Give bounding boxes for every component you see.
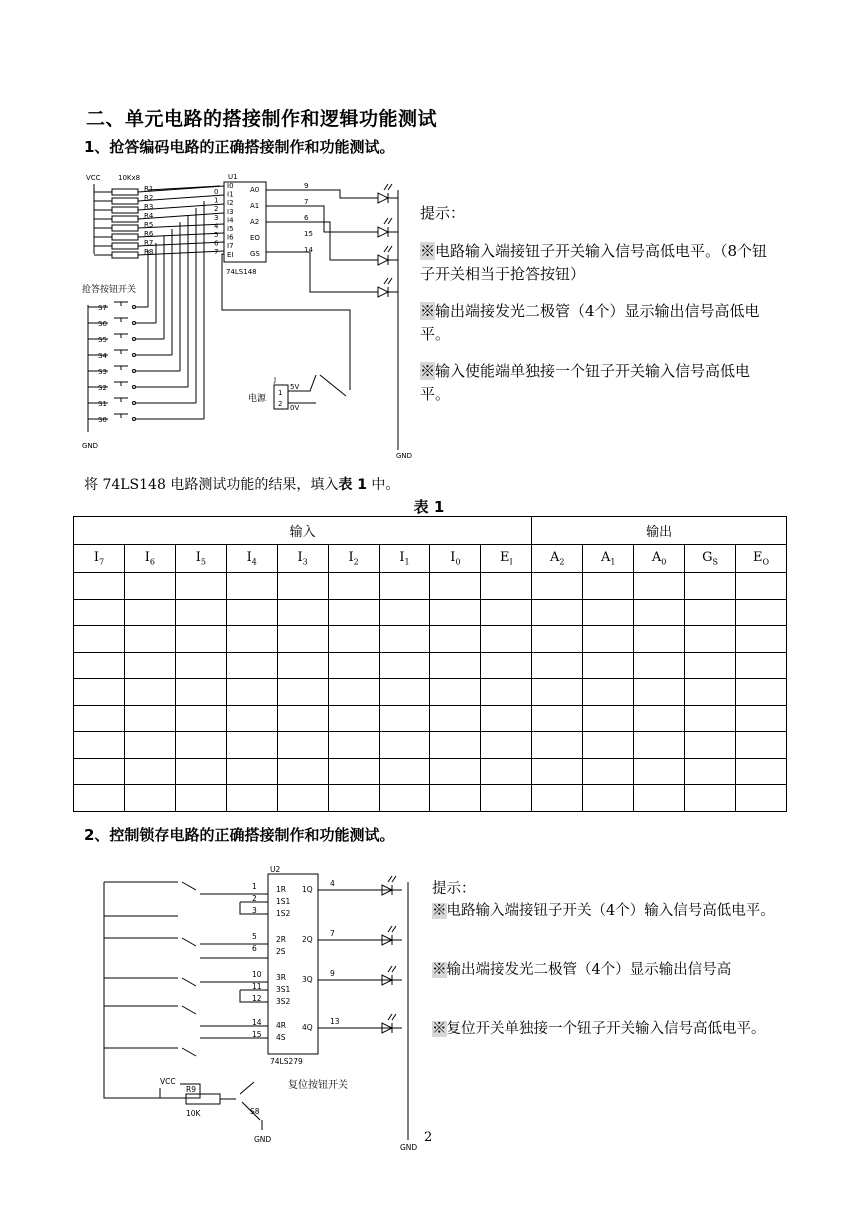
table-cell[interactable] [226,785,277,812]
table-cell[interactable] [735,679,786,706]
switch-contact [133,306,136,309]
table-cell[interactable] [532,573,583,600]
table-cell[interactable] [735,705,786,732]
table-instruction [84,474,399,494]
power-pin: 2 [278,400,283,408]
led-icon [378,227,388,237]
power-voltage: 0V [290,404,300,412]
power-label: 电源 [248,394,267,404]
chip-pin-number: 6 [214,239,219,248]
table-cell[interactable] [277,785,328,812]
chip-input-pin: I7 [227,242,234,251]
table-cell[interactable] [481,679,532,706]
table-cell[interactable] [379,785,430,812]
table-cell[interactable] [583,785,634,812]
switch-contact [133,338,136,341]
resistor-value: 10K [186,1109,201,1118]
table-cell[interactable] [74,732,125,759]
column-header-i3: $I_3$ [277,545,328,573]
resistor [112,252,138,258]
switch-label: S5 [98,336,107,344]
table-cell[interactable] [328,785,379,812]
switch-label: S3 [98,368,107,376]
chip-output-pin: A1 [250,202,260,210]
chip-output-pin: A2 [250,218,260,226]
hint-2-item-1: ※电路输入端接钮子开关（4个）输入信号高低电平。 [432,903,775,919]
input-pin-number: 1 [252,882,257,891]
chip-output-pin: A0 [250,186,260,194]
table-cell[interactable] [634,573,685,600]
gnd-label: GND [254,1135,272,1144]
table-cell[interactable] [226,758,277,785]
table-cell[interactable] [74,652,125,679]
table-cell[interactable] [379,573,430,600]
circuit-1-schematic [78,170,423,460]
column-header-i5: $I_5$ [175,545,226,573]
hint-1-item-3-text: 输入使能端单独接一个钮子开关输入信号高低电平。 [420,362,751,403]
output-pin-number: 4 [330,879,335,888]
chip-input-pin: 4S [276,1033,286,1042]
table-instruction-tail: 中。 [366,477,400,493]
hint-2-item-1-text: 电路输入端接钮子开关（4个）输入信号高低电平。 [446,903,775,919]
table-cell[interactable] [634,785,685,812]
chip-input-pin: EI [227,250,234,259]
resistor [112,207,138,213]
hint-2-title: 提示： [432,881,476,897]
table-cell[interactable] [685,626,736,653]
output-pin-number: 9 [304,182,309,190]
table-cell[interactable] [124,573,175,600]
table-cell[interactable] [74,705,125,732]
table-cell[interactable] [735,732,786,759]
table-cell[interactable] [583,758,634,785]
chip-pin-number: 4 [214,222,219,231]
switch-label: S0 [98,416,107,424]
table-cell[interactable] [379,626,430,653]
input-pin-number: 15 [252,1030,262,1039]
column-header-i0: $I_0$ [430,545,481,573]
table-cell[interactable] [430,785,481,812]
chip-input-pin: I6 [227,233,234,242]
hint-1-item-2: ※输出端接发光二极管（4个）显示输出信号高低电平。 [420,302,760,343]
table-cell[interactable] [481,652,532,679]
resistor-label: R1 [144,185,154,193]
chip-pin-number: 2 [214,205,219,214]
chip-output-pin: EO [250,234,260,242]
table-cell[interactable] [328,599,379,626]
table-cell[interactable] [124,758,175,785]
table-cell[interactable] [328,652,379,679]
table-cell[interactable] [277,626,328,653]
table-cell[interactable] [634,626,685,653]
chip-pin-number: 5 [214,231,219,239]
chip-ref-label: U2 [270,865,281,874]
table-cell[interactable] [226,573,277,600]
switch-label: S4 [98,352,107,360]
chip-output-pin: GS [250,250,260,258]
table-cell[interactable] [124,652,175,679]
table-cell[interactable] [735,785,786,812]
switch-group-label: 抢答按钮开关 [82,285,137,295]
resistor-label: R3 [144,203,154,211]
switch-contact [133,402,136,405]
table-cell[interactable] [175,573,226,600]
switch-label: S7 [98,304,107,312]
switch-label: S8 [250,1107,260,1116]
vcc-label: VCC [160,1077,176,1086]
table-cell[interactable] [277,679,328,706]
switch-contact [133,386,136,389]
table-cell[interactable] [277,652,328,679]
table-instruction-ref: 表 1 [338,477,367,493]
chip-input-pin: I0 [227,182,234,190]
power-connector-label: J [274,376,277,384]
table-cell[interactable] [379,599,430,626]
input-pin-number: 3 [252,906,257,915]
column-header-eo: $E_O$ [735,545,786,573]
chip-input-pin: 3S2 [276,997,291,1006]
table-cell[interactable] [226,626,277,653]
table-row [74,732,787,759]
chip-input-pin: I4 [227,216,234,225]
table-cell[interactable] [175,652,226,679]
column-header-i2: $I_2$ [328,545,379,573]
table-cell[interactable] [583,732,634,759]
table-cell[interactable] [634,705,685,732]
chip-output-pin: 2Q [302,935,313,944]
table-instruction-text: 将 74LS148 电路测试功能的结果，填入 [84,477,339,493]
table-cell[interactable] [685,679,736,706]
resistor-label: R9 [186,1085,196,1094]
gnd-label: GND [82,442,99,450]
table-cell[interactable] [430,732,481,759]
resistor-label: R7 [144,239,154,247]
hint-1 [420,202,770,406]
output-pin-number: 9 [330,969,335,978]
table-cell[interactable] [379,679,430,706]
table-cell[interactable] [481,705,532,732]
hint-1-item-1: ※电路输入端接钮子开关输入信号高低电平。（8个钮子开关相当于抢答按钮） [420,242,768,283]
table-cell[interactable] [481,573,532,600]
table-cell[interactable] [430,626,481,653]
chip-ref-label: U1 [228,173,238,181]
input-pin-number: 6 [252,944,257,953]
reset-switch-label: 复位按钮开关 [288,1080,348,1091]
column-header-a2: $A_2$ [532,545,583,573]
table-cell[interactable] [583,652,634,679]
resistor-label: R5 [144,221,154,229]
table-cell[interactable] [583,573,634,600]
table-cell[interactable] [481,758,532,785]
column-header-i4: $I_4$ [226,545,277,573]
input-pin-number: 14 [252,1018,262,1027]
input-pin-number: 12 [252,994,262,1003]
table-cell[interactable] [74,573,125,600]
led-icon [378,287,388,297]
table-row [74,705,787,732]
table-cell[interactable] [430,679,481,706]
table-cell[interactable] [277,758,328,785]
hint-1-item-2-text: 输出端接发光二极管（4个）显示输出信号高低电平。 [420,302,760,343]
switch-label: S6 [98,320,107,328]
hint-2 [432,878,782,1040]
chip-output-pin: 1Q [302,885,313,894]
chip-input-pin: 1R [276,885,286,894]
table-cell[interactable] [634,758,685,785]
table-cell[interactable] [532,732,583,759]
table-cell[interactable] [74,599,125,626]
hint-2-item-3-text: 复位开关单独接一个钮子开关输入信号高低电平。 [446,1021,766,1037]
table-cell[interactable] [634,679,685,706]
switch-contact [133,418,136,421]
table-cell[interactable] [532,679,583,706]
circuit-2-schematic [100,862,433,1152]
table-cell[interactable] [430,758,481,785]
chip-input-pin: 3S1 [276,985,291,994]
gnd-label: GND [400,1143,418,1152]
table-cell[interactable] [532,599,583,626]
table-cell[interactable] [379,652,430,679]
gnd-label: GND [396,452,413,460]
table-cell[interactable] [430,573,481,600]
table-cell[interactable] [175,785,226,812]
table-cell[interactable] [685,785,736,812]
chip-output-pin: 3Q [302,975,313,984]
table-cell[interactable] [226,732,277,759]
resistor-label: R6 [144,230,154,238]
table-cell[interactable] [124,626,175,653]
hint-2-item-2-text: 输出端接发光二极管（4个）显示输出信号高 [446,962,732,978]
table-cell[interactable] [532,758,583,785]
table-cell[interactable] [634,652,685,679]
table-row [74,758,787,785]
output-pin-number: 7 [330,929,335,938]
table-row [74,785,787,812]
output-pin-number: 6 [304,214,309,222]
table-cell[interactable] [74,679,125,706]
resistor-label: R4 [144,212,154,220]
table-cell[interactable] [379,758,430,785]
table-cell[interactable] [328,626,379,653]
chip-pin-number: 7 [214,248,219,257]
table-cell[interactable] [735,599,786,626]
table-cell[interactable] [532,626,583,653]
table-cell[interactable] [328,679,379,706]
chip-model-label: 74LS279 [270,1057,303,1066]
switch-label: S1 [98,400,107,408]
chip-input-pin: I1 [227,190,234,199]
chip-input-pin: 4R [276,1021,286,1030]
column-header-a0: $A_0$ [634,545,685,573]
group-output-header: 输出 [532,517,787,545]
table-cell[interactable] [583,705,634,732]
chip-input-pin: 3R [276,973,286,982]
input-pin-number: 2 [252,894,257,903]
table-cell[interactable] [124,679,175,706]
output-pin-number: 7 [304,198,309,206]
table-cell[interactable] [74,758,125,785]
resistor-label: R8 [144,248,154,256]
chip-input-pin: I5 [227,225,234,233]
chip-pin-number: 0 [214,188,219,196]
table-cell[interactable] [735,652,786,679]
chip-input-pin: I3 [227,207,234,216]
table-row [74,652,787,679]
table-cell[interactable] [328,732,379,759]
table-cell[interactable] [226,679,277,706]
hint-1-item-1-text: 电路输入端接钮子开关输入信号高低电平。（8个钮子开关相当于抢答按钮） [420,242,768,283]
table-cell[interactable] [277,732,328,759]
table-cell[interactable] [124,599,175,626]
switch-contact [133,370,136,373]
table-row [74,599,787,626]
table-cell[interactable] [583,599,634,626]
table-cell[interactable] [430,652,481,679]
resistor-array-label: 10Kx8 [118,174,141,182]
switch-label: S2 [98,384,107,392]
table-cell[interactable] [277,705,328,732]
power-pin: 1 [278,389,283,397]
switch-contact [133,354,136,357]
table-cell[interactable] [226,705,277,732]
output-pin-number: 15 [304,230,313,238]
table-cell[interactable] [685,758,736,785]
group-input-header: 输入 [74,517,532,545]
table-cell[interactable] [685,652,736,679]
table-cell[interactable] [379,705,430,732]
table-cell[interactable] [685,705,736,732]
table-cell[interactable] [735,758,786,785]
table-row [74,679,787,706]
input-pin-number: 10 [252,970,262,979]
table-cell[interactable] [430,705,481,732]
table-cell[interactable] [328,573,379,600]
table-cell[interactable] [481,626,532,653]
table-cell[interactable] [685,599,736,626]
output-pin-number: 13 [330,1017,340,1026]
column-header-a1: $A_1$ [583,545,634,573]
chip-input-pin: 2R [276,935,286,944]
section-title: 二、单元电路的搭接制作和逻辑功能测试 [86,108,438,130]
table-cell[interactable] [735,573,786,600]
chip-input-pin: 1S2 [276,909,291,918]
table-cell[interactable] [685,573,736,600]
table-cell[interactable] [532,785,583,812]
table-cell[interactable] [175,599,226,626]
table-cell[interactable] [124,732,175,759]
table-cell[interactable] [430,599,481,626]
hint-2-item-3: ※复位开关单独接一个钮子开关输入信号高低电平。 [432,1021,766,1037]
table-cell[interactable] [379,732,430,759]
table-cell[interactable] [583,679,634,706]
table-cell[interactable] [481,732,532,759]
chip-output-pin: 4Q [302,1023,313,1032]
hint-1-item-3: ※输入使能端单独接一个钮子开关输入信号高低电平。 [420,362,751,403]
table-cell[interactable] [124,785,175,812]
chip-input-pin: 1S1 [276,897,291,906]
power-voltage: 5V [290,383,300,391]
resistor-label: R2 [144,194,154,202]
table-cell[interactable] [481,785,532,812]
table-cell[interactable] [226,599,277,626]
subsection-2-title: 2、控制锁存电路的正确搭接制作和功能测试。 [84,826,395,844]
output-pin-number: 14 [304,246,313,254]
chip-model-label: 74LS148 [226,268,257,276]
column-header-i7: $I_7$ [74,545,125,573]
table-cell[interactable] [124,705,175,732]
resistor [112,243,138,249]
table-cell[interactable] [328,758,379,785]
resistor [112,198,138,204]
table-cell[interactable] [175,626,226,653]
table-cell[interactable] [175,758,226,785]
table-group-row [74,517,787,545]
table-cell[interactable] [175,705,226,732]
table-cell[interactable] [175,679,226,706]
table-cell[interactable] [175,732,226,759]
led-icon [378,255,388,265]
resistor [112,216,138,222]
column-header-i1: $I_1$ [379,545,430,573]
table-cell[interactable] [583,626,634,653]
table-row [74,626,787,653]
chip-pin-number: 3 [214,213,219,222]
subsection-1-title: 1、抢答编码电路的正确搭接制作和功能测试。 [84,138,395,156]
switch-contact [133,322,136,325]
table-cell[interactable] [226,652,277,679]
hint-2-item-2: ※输出端接发光二极管（4个）显示输出信号高 [432,962,732,978]
chip-input-pin: I2 [227,199,234,208]
table-cell[interactable] [277,599,328,626]
input-pin-number: 5 [252,932,257,941]
column-header-gs: $G_S$ [685,545,736,573]
table-cell[interactable] [328,705,379,732]
table-cell[interactable] [74,626,125,653]
input-pin-number: 11 [252,982,262,991]
resistor [112,234,138,240]
table-cell[interactable] [74,785,125,812]
table-column-row [74,545,787,573]
column-header-i6: $I_6$ [124,545,175,573]
resistor [112,189,138,195]
chip-pin-number: 1 [214,196,219,205]
table-cell[interactable] [481,599,532,626]
column-header-ei: $E_I$ [481,545,532,573]
table-cell[interactable] [277,573,328,600]
table-cell[interactable] [532,705,583,732]
table-cell[interactable] [634,599,685,626]
table-1 [73,516,787,812]
table-caption: 表 1 [413,498,445,516]
vcc-label: VCC [86,174,101,182]
table-cell[interactable] [634,732,685,759]
hint-1-title: 提示： [420,204,466,222]
table-cell[interactable] [685,732,736,759]
table-cell[interactable] [735,626,786,653]
resistor [112,225,138,231]
chip-input-pin: 2S [276,947,286,956]
table-row [74,573,787,600]
page-number: 2 [424,1130,433,1145]
table-cell[interactable] [532,652,583,679]
led-icon [378,193,388,203]
